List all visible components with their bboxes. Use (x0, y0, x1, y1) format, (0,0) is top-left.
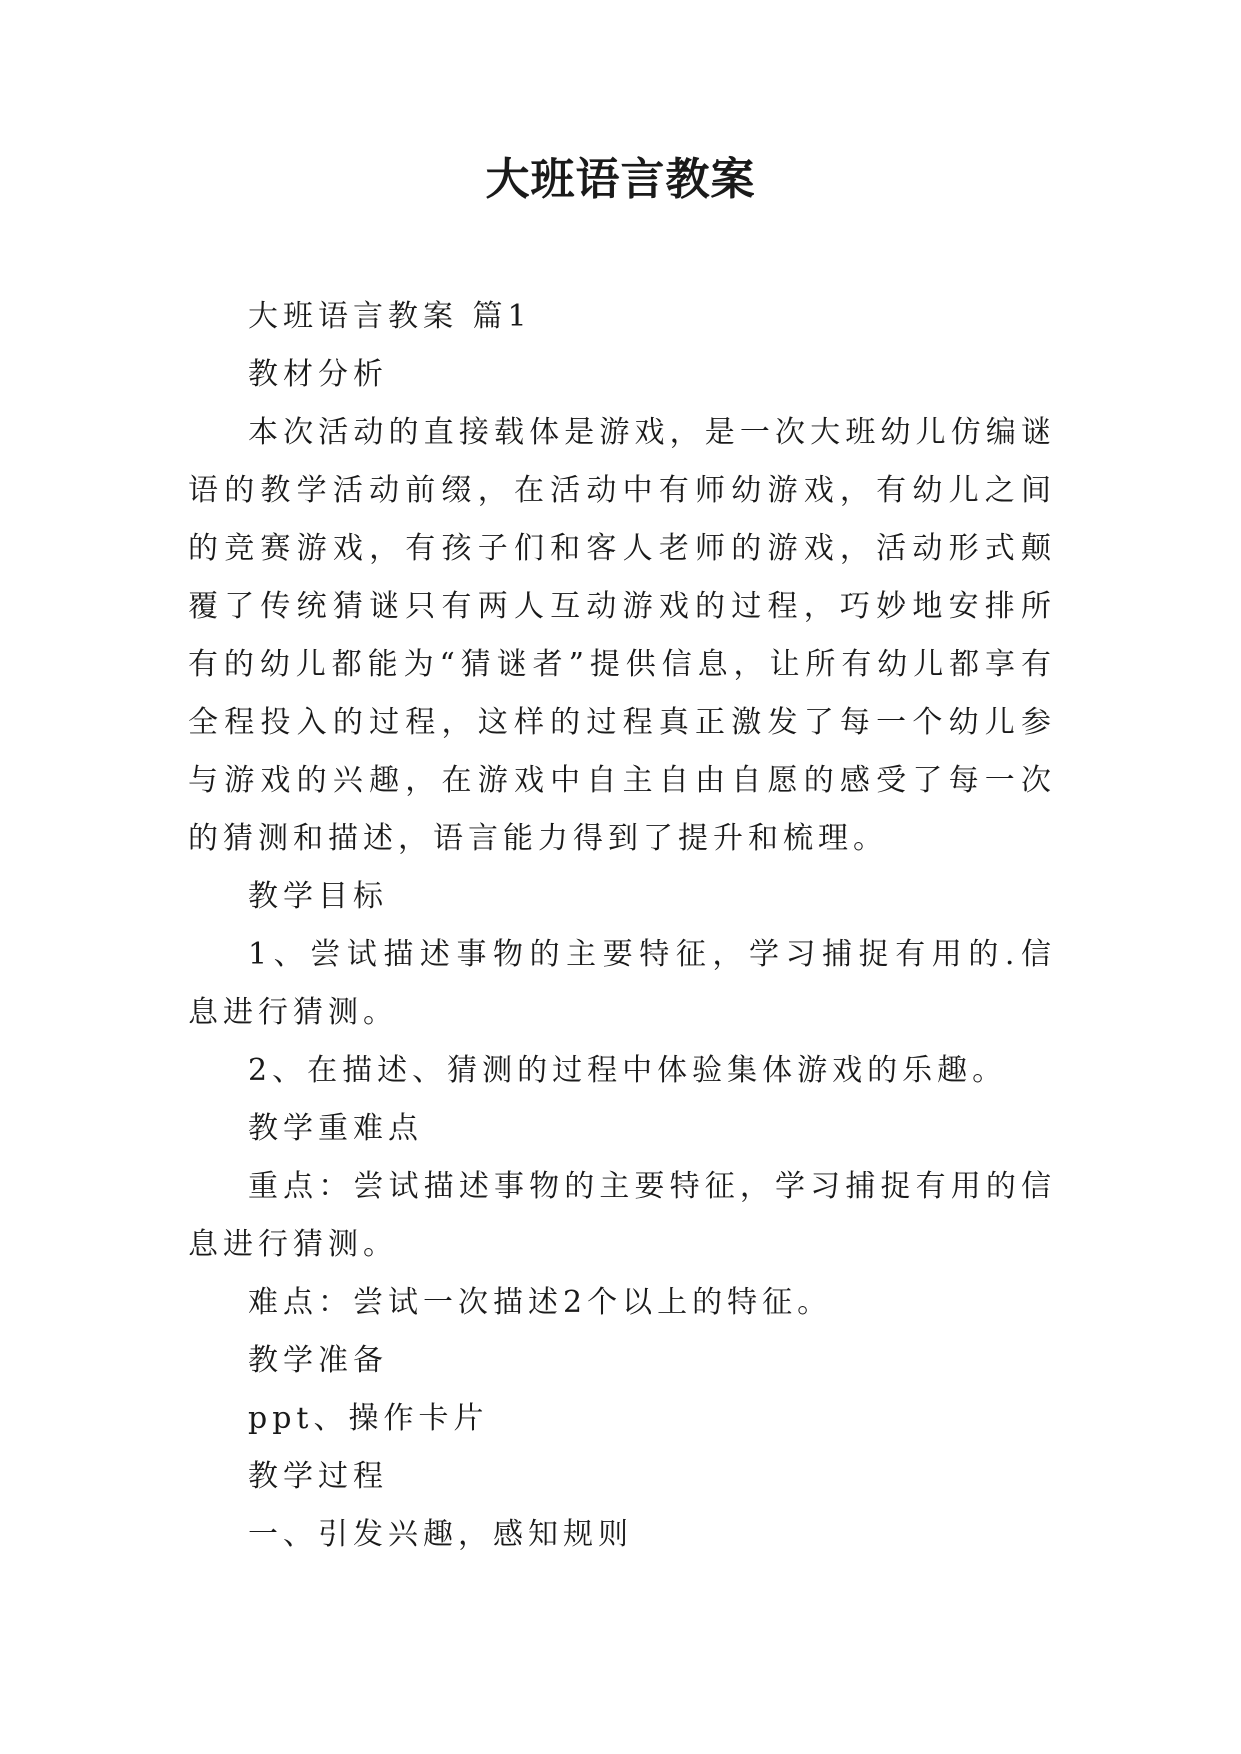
section-heading: 大班语言教案 篇1 (248, 299, 532, 334)
document-body (188, 288, 1056, 1564)
subheading-material-analysis: 教材分析 (248, 357, 388, 392)
goal-item-1: 1、尝试描述事物的主要特征，学习捕捉有用的.信息进行猜测。 (188, 937, 1056, 1030)
goal-item-2: 2、在描述、猜测的过程中体验集体游戏的乐趣。 (248, 1053, 1008, 1088)
subheading-preparation: 教学准备 (248, 1343, 388, 1378)
difficult-point: 难点：尝试一次描述2个以上的特征。 (248, 1285, 833, 1320)
subheading-process: 教学过程 (248, 1459, 388, 1494)
subheading-teaching-goals: 教学目标 (248, 879, 388, 914)
subheading-key-points: 教学重难点 (248, 1111, 423, 1146)
paragraph-material-analysis: 本次活动的直接载体是游戏，是一次大班幼儿仿编谜语的教学活动前缀，在活动中有师幼游戏，有幼儿之间的竞赛游戏，有孩子们和客人老师的游戏，活动形式颠覆了传统猜谜只有两人互动游戏的过程，巧妙地安排所有的幼儿都能为“猜谜者”提供信息，让所有幼儿都享有全程投入的过程，这样的过程真正激发了每一个幼儿参与游戏的兴趣，在游戏中自主自由自愿的感受了每一次的猜测和描述，语言能力得到了提升和梳理。 (188, 415, 1056, 856)
document-title: 大班语言教案 (485, 154, 756, 205)
key-point: 重点：尝试描述事物的主要特征，学习捕捉有用的信息进行猜测。 (188, 1169, 1056, 1262)
preparation-list: ppt、操作卡片 (248, 1401, 489, 1436)
process-step-1: 一、引发兴趣，感知规则 (248, 1517, 633, 1552)
